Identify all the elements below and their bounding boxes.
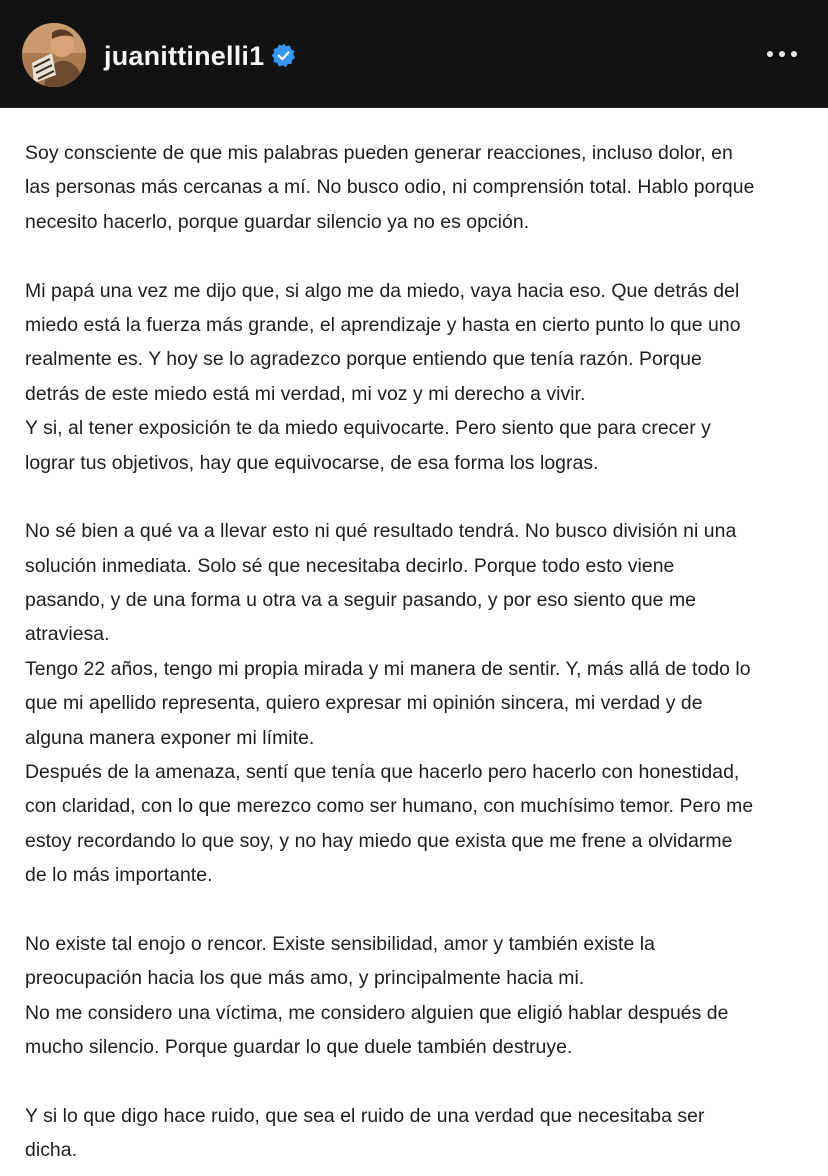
text-line: miedo está la fuerza más grande, el aprendizaje y hasta en cierto punto lo que uno <box>25 313 741 336</box>
paragraph-spacer <box>25 480 815 514</box>
paragraph-spacer <box>25 239 815 273</box>
text-line: lograr tus objetivos, hay que equivocarse, de esa forma los logras. <box>25 451 599 474</box>
text-line: que mi apellido representa, quiero expresar mi opinión sincera, mi verdad y de <box>25 692 703 715</box>
post-paragraph <box>25 514 815 892</box>
text-line: alguna manera exponer mi límite. <box>25 726 315 749</box>
text-line: solución inmediata. Solo sé que necesitaba decirlo. Porque todo esto viene <box>25 554 675 577</box>
text-line: Después de la amenaza, sentí que tenía que hacerlo pero hacerlo con honestidad, <box>25 761 740 784</box>
text-line: Soy consciente de que mis palabras pueden generar reacciones, incluso dolor, en <box>25 142 733 164</box>
dot <box>791 51 797 57</box>
text-line: No existe tal enojo o rencor. Existe sensibilidad, amor y también existe la <box>25 932 655 955</box>
text-line: mucho silencio. Porque guardar lo que duele también destruye. <box>25 1036 573 1059</box>
post-paragraph <box>25 274 815 480</box>
post-paragraph <box>25 136 815 239</box>
post-paragraph <box>25 927 815 1065</box>
text-line: detrás de este miedo está mi verdad, mi voz y mi derecho a vivir. <box>25 382 586 405</box>
post-text-body <box>25 136 815 1168</box>
text-line: Y si, al tener exposición te da miedo equivocarte. Pero siento que para crecer y <box>25 417 711 440</box>
username[interactable]: juanittinelli1 <box>104 41 265 71</box>
text-line: atraviesa. <box>25 623 110 646</box>
paragraph-spacer <box>25 1065 815 1099</box>
text-line: con claridad, con lo que merezco como ser humano, con muchísimo temor. Pero me <box>25 795 754 818</box>
text-line: necesito hacerlo, porque guardar silencio ya no es opción. <box>25 210 530 233</box>
dot <box>779 51 785 57</box>
more-options-icon[interactable] <box>762 42 802 66</box>
post-paragraph <box>25 1099 815 1168</box>
text-line: realmente es. Y hoy se lo agradezco porque entiendo que tenía razón. Porque <box>25 348 702 371</box>
verified-badge-icon <box>271 43 296 68</box>
paragraph-spacer <box>25 893 815 927</box>
text-line: las personas más cercanas a mí. No busco odio, ni comprensión total. Hablo porque <box>25 176 755 199</box>
text-line: Mi papá una vez me dijo que, si algo me da miedo, vaya hacia eso. Que detrás del <box>25 279 740 302</box>
text-line: dicha. <box>25 1139 78 1162</box>
dot <box>767 51 773 57</box>
text-line: Y si lo que digo hace ruido, que sea el ruido de una verdad que necesitaba ser <box>25 1104 705 1127</box>
text-line: No me considero una víctima, me considero alguien que eligió hablar después de <box>25 1001 729 1024</box>
profile-avatar[interactable] <box>22 23 86 87</box>
text-line: preocupación hacia los que más amo, y principalmente hacia mi. <box>25 967 585 990</box>
post-header <box>0 0 828 108</box>
avatar-image <box>22 23 86 87</box>
text-line: No sé bien a qué va a llevar esto ni qué resultado tendrá. No busco división ni una <box>25 520 737 543</box>
text-line: Tengo 22 años, tengo mi propia mirada y mi manera de sentir. Y, más allá de todo lo <box>25 657 751 680</box>
text-line: estoy recordando lo que soy, y no hay miedo que exista que me frene a olvidarme <box>25 829 733 852</box>
text-line: de lo más importante. <box>25 864 213 887</box>
text-line: pasando, y de una forma u otra va a seguir pasando, y por eso siento que me <box>25 589 696 612</box>
